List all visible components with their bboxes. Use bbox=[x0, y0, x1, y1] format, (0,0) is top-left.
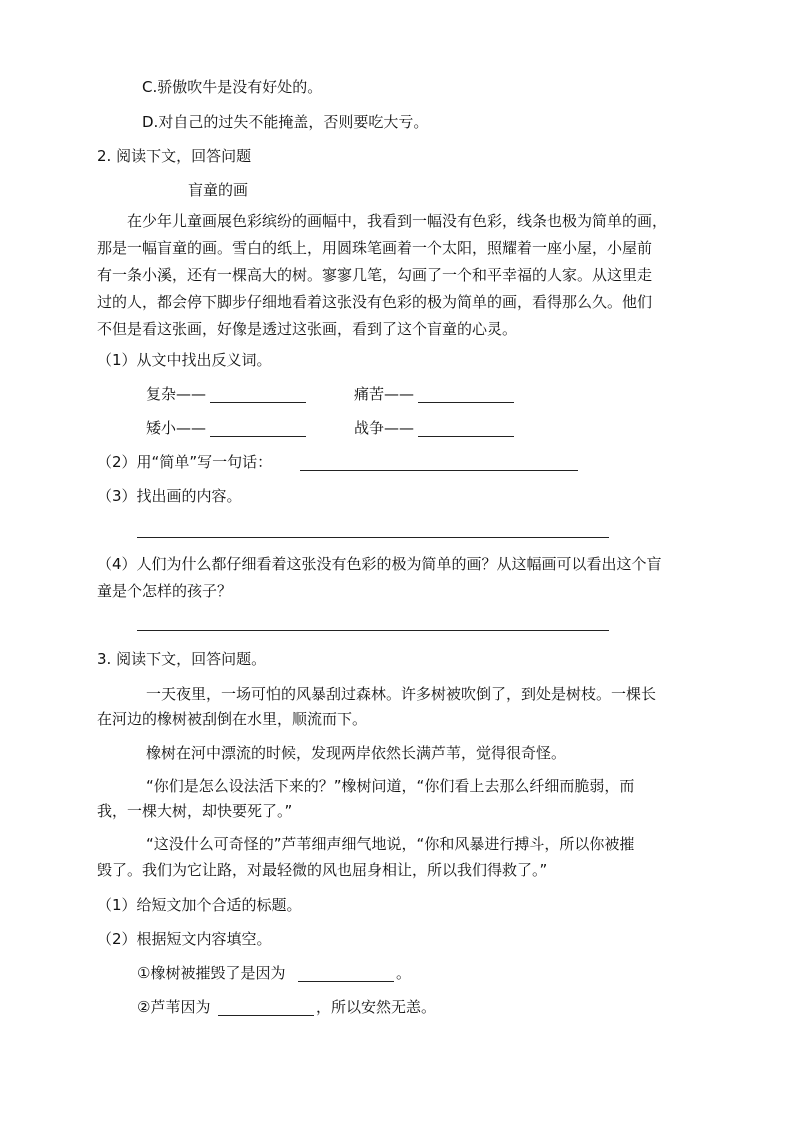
passage-line: 有一条小溪，还有一棵高大的树。寥寥几笔，勾画了一个和平幸福的人家。从这里走 bbox=[97, 266, 653, 284]
antonym-short: 矮小—— bbox=[146, 419, 207, 437]
fill-prompt-1: ①橡树被摧毁了是因为 bbox=[137, 964, 286, 982]
passage-line: 那是一幅盲童的画。雪白的纸上，用圆珠笔画着一个太阳，照耀着一座小屋，小屋前 bbox=[97, 239, 653, 257]
question-3-heading: 3. 阅读下文，回答问题。 bbox=[97, 650, 267, 668]
answer-blank[interactable] bbox=[210, 402, 306, 403]
passage-line: 过的人，都会停下脚步仔细地看着这张没有色彩的极为简单的画，看得那么久。他们 bbox=[97, 293, 653, 311]
passage-line: 不但是看这张画，好像是透过这张画，看到了这个盲童的心灵。 bbox=[97, 320, 518, 338]
sub-question-1: （1）从文中找出反义词。 bbox=[97, 351, 272, 369]
sub-question-4-line2: 童是个怎样的孩子？ bbox=[97, 582, 233, 600]
answer-blank[interactable] bbox=[418, 402, 514, 403]
story-line: 毁了。我们为它让路，对最轻微的风也屈身相让，所以我们得救了。” bbox=[97, 861, 548, 879]
passage-line: 在少年儿童画展色彩缤纷的画幅中，我看到一幅没有色彩，线条也极为简单的画， bbox=[127, 212, 668, 230]
answer-line[interactable] bbox=[137, 537, 609, 538]
story-line: “你们是怎么设法活下来的？”橡树问道，“你们看上去那么纤细而脆弱，而 bbox=[146, 777, 635, 795]
fill-suffix-1: 。 bbox=[396, 964, 412, 982]
answer-blank[interactable] bbox=[210, 436, 306, 437]
sub-question-3: （3）找出画的内容。 bbox=[97, 487, 242, 505]
fill-suffix-2: ，所以安然无恙。 bbox=[316, 998, 437, 1016]
story-line: 我，一棵大树，却快要死了。” bbox=[97, 802, 293, 820]
passage-title: 盲童的画 bbox=[188, 181, 249, 199]
antonym-pain: 痛苦—— bbox=[354, 385, 415, 403]
story-line: 在河边的橡树被刮倒在水里，顺流而下。 bbox=[97, 710, 368, 728]
antonym-complex: 复杂—— bbox=[146, 385, 207, 403]
question-2-heading: 2. 阅读下文，回答问题 bbox=[97, 147, 252, 165]
fill-blank[interactable] bbox=[218, 1015, 314, 1016]
answer-line[interactable] bbox=[137, 630, 609, 631]
q3-sub-question-1: （1）给短文加个合适的标题。 bbox=[97, 896, 302, 914]
sub-question-4-line1: （4）人们为什么都仔细看着这张没有色彩的极为简单的画？从这幅画可以看出这个盲 bbox=[97, 555, 662, 573]
antonym-war: 战争—— bbox=[354, 419, 415, 437]
fill-prompt-2: ②芦苇因为 bbox=[137, 998, 211, 1016]
q3-sub-question-2: （2）根据短文内容填空。 bbox=[97, 930, 272, 948]
fill-blank[interactable] bbox=[298, 981, 394, 982]
option-c: C.骄傲吹牛是没有好处的。 bbox=[142, 78, 323, 96]
story-line: 一天夜里，一场可怕的风暴刮过森林。许多树被吹倒了，到处是树枝。一棵长 bbox=[146, 685, 657, 703]
story-line: 橡树在河中漂流的时候，发现两岸依然长满芦苇，觉得很奇怪。 bbox=[146, 744, 567, 762]
passage-blind-child bbox=[97, 208, 697, 343]
option-d: D.对自己的过失不能掩盖，否则要吃大亏。 bbox=[142, 113, 429, 131]
answer-blank[interactable] bbox=[418, 436, 514, 437]
story-line: “这没什么可奇怪的”芦苇细声细气地说，“你和风暴进行搏斗，所以你被摧 bbox=[146, 835, 635, 853]
sub-question-2: （2）用“简单”写一句话： bbox=[97, 453, 273, 471]
sentence-blank[interactable] bbox=[300, 470, 578, 471]
